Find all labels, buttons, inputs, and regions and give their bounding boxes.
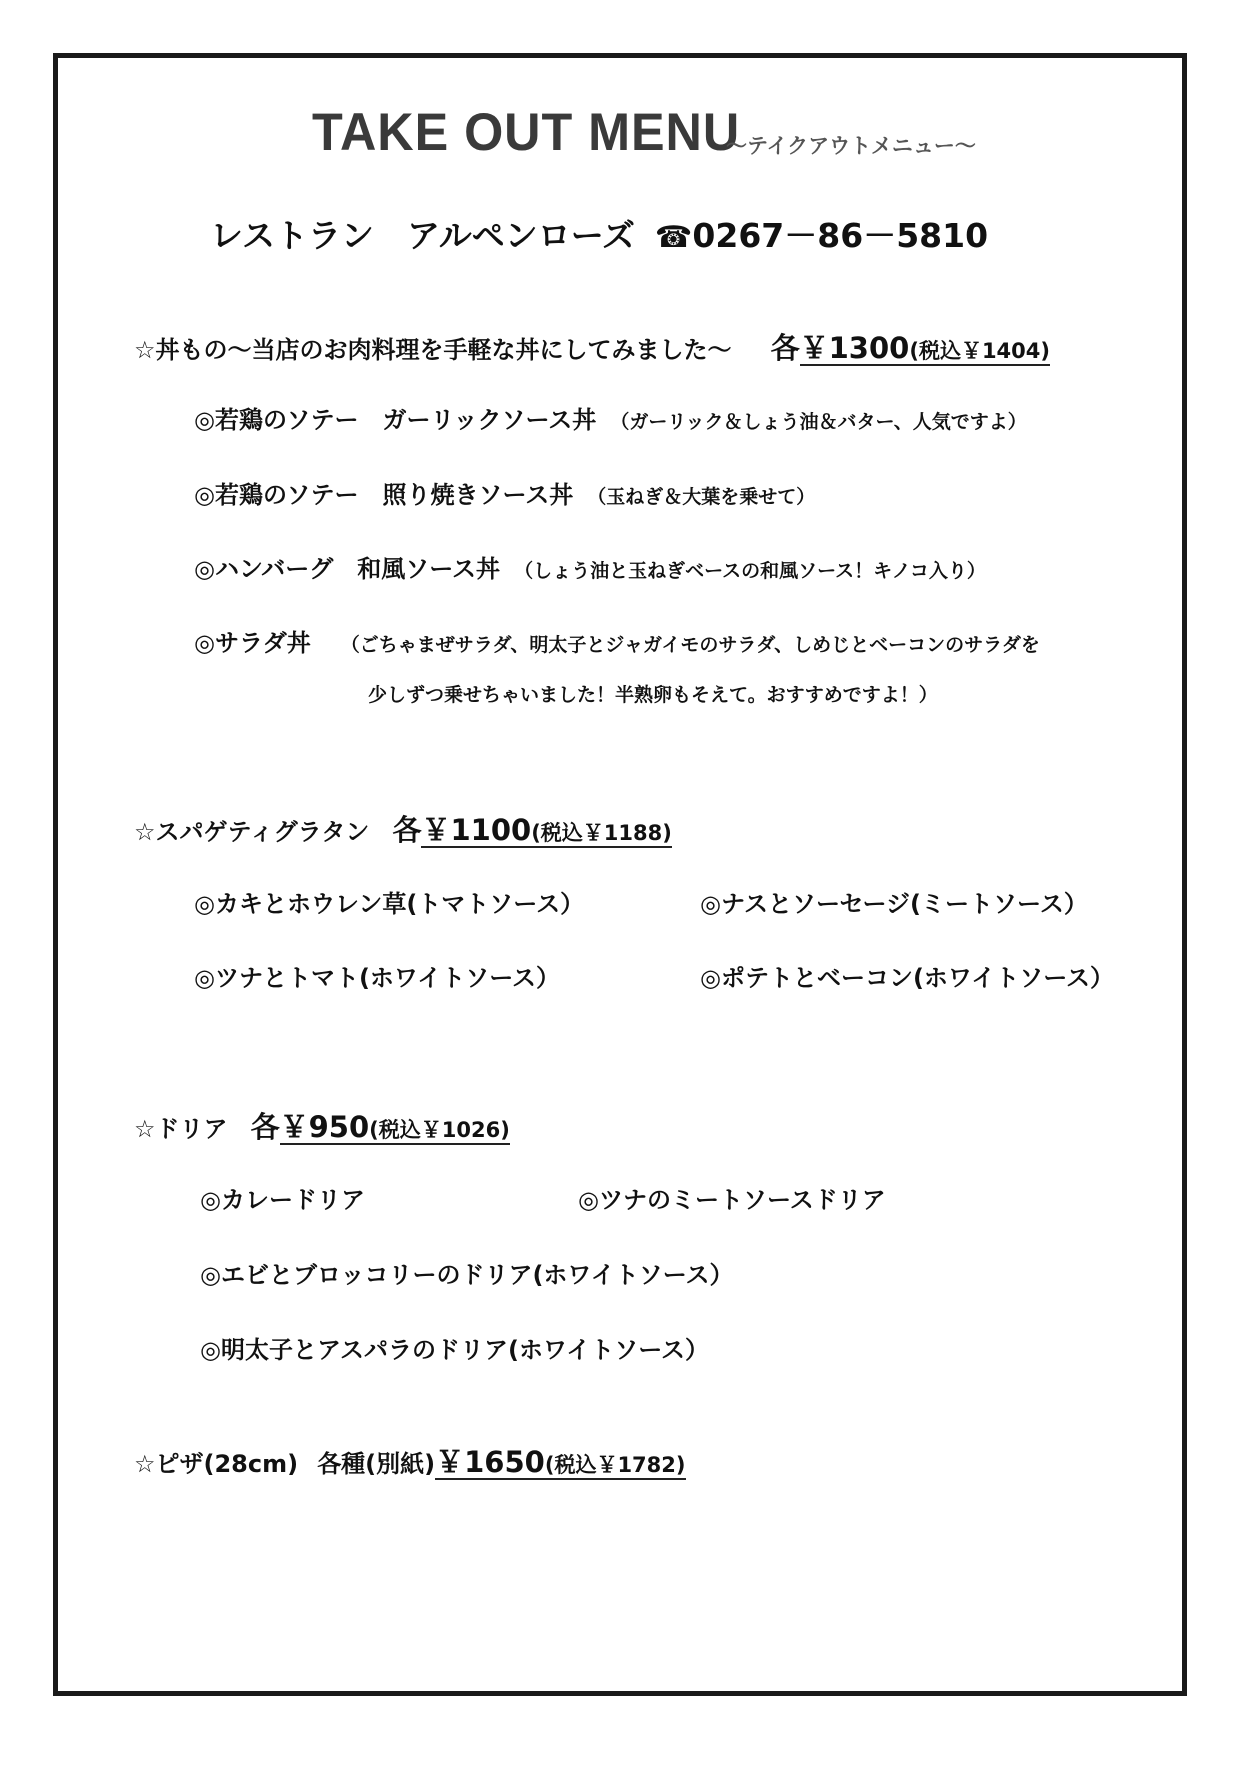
section-don-header <box>134 326 1050 367</box>
spaghetti-item: ◎ポテトとベーコン(ホワイトソース） <box>700 964 1114 992</box>
section-pizza-price: ￥1650(税込￥1782) <box>435 1445 686 1479</box>
section-pizza-price-prefix: 各種(別紙) <box>317 1450 436 1478</box>
don-item-note: （ごちゃまぜサラダ、明太子とジャガイモのサラダ、しめじとベーコンのサラダを <box>340 634 1040 656</box>
doria-item: ◎カレードリア <box>200 1186 365 1214</box>
phone-icon: ☎ <box>655 220 693 255</box>
section-pizza-header <box>134 1440 686 1481</box>
don-item <box>194 549 986 584</box>
phone-number: 0267－86－5810 <box>692 216 989 255</box>
section-spaghetti-price: ￥1100(税込￥1188) <box>421 813 672 847</box>
don-item <box>194 475 815 510</box>
section-spaghetti-heading: ☆スパゲティグラタン <box>134 818 370 846</box>
section-don-price: ￥1300(税込￥1404) <box>799 331 1050 365</box>
spaghetti-item: ◎カキとホウレン草(トマトソース） <box>194 890 585 918</box>
don-item-note: （しょう油と玉ねぎベースの和風ソース！キノコ入り） <box>514 560 986 582</box>
don-item <box>194 623 1040 658</box>
section-doria-heading: ☆ドリア <box>134 1115 228 1143</box>
menu-subtitle: ～テイクアウトメニュー～ <box>726 134 976 158</box>
don-item-name: ◎ハンバーグ 和風ソース丼 <box>194 555 501 583</box>
section-pizza-heading: ☆ピザ(28cm) <box>134 1450 299 1478</box>
section-spaghetti-price-prefix: 各 <box>392 813 422 847</box>
don-item-note-continued: 少しずつ乗せちゃいました！半熟卵もそえて。おすすめですよ！） <box>368 684 938 706</box>
section-doria-header <box>134 1105 510 1146</box>
don-item-name: ◎サラダ丼 <box>194 629 311 657</box>
section-don-price-prefix: 各 <box>770 331 800 365</box>
doria-item: ◎ツナのミートソースドリア <box>578 1186 886 1214</box>
doria-item: ◎エビとブロッコリーのドリア(ホワイトソース） <box>200 1261 734 1289</box>
restaurant-info <box>210 210 988 257</box>
don-item-note: （ガーリック＆しょう油＆バター、人気ですよ） <box>610 411 1027 433</box>
menu-title: TAKE OUT MENU <box>312 103 741 162</box>
doria-item: ◎明太子とアスパラのドリア(ホワイトソース） <box>200 1336 710 1364</box>
don-item-name: ◎若鶏のソテー 照り焼きソース丼 <box>194 481 574 509</box>
spaghetti-item: ◎ツナとトマト(ホワイトソース） <box>194 964 560 992</box>
restaurant-name: レストラン アルペンローズ <box>210 216 636 255</box>
section-don-heading: ☆丼もの～当店のお肉料理を手軽な丼にしてみました～ <box>134 336 732 364</box>
don-item-name: ◎若鶏のソテー ガーリックソース丼 <box>194 406 597 434</box>
section-doria-price: ￥950(税込￥1026) <box>279 1110 510 1144</box>
section-doria-price-prefix: 各 <box>250 1110 280 1144</box>
section-spaghetti-header <box>134 808 672 849</box>
spaghetti-item: ◎ナスとソーセージ(ミートソース） <box>700 890 1088 918</box>
don-item-note: （玉ねぎ＆大葉を乗せて） <box>587 486 816 508</box>
don-item <box>194 400 1027 435</box>
